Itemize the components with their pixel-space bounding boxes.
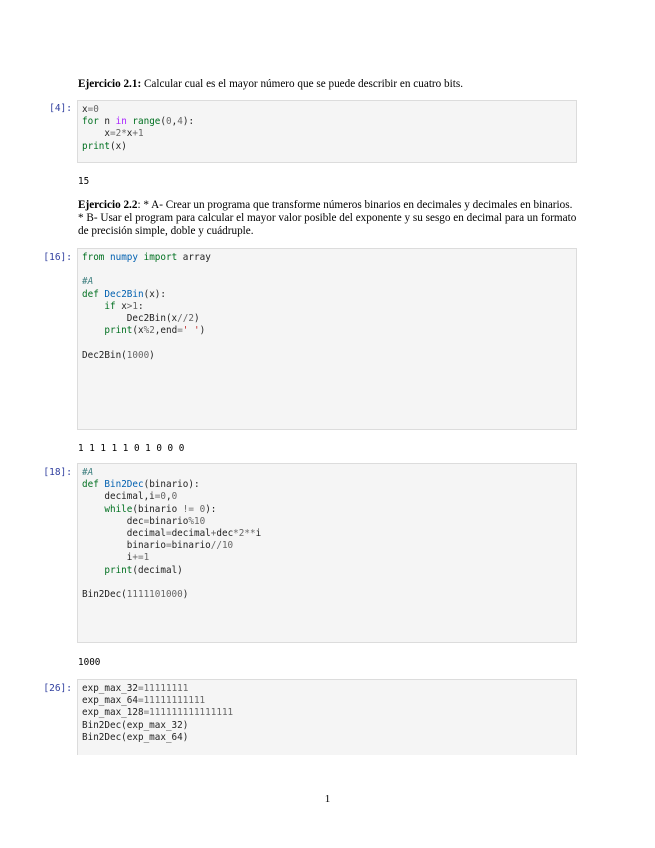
code-cell-16-source: from numpy import array #A def Dec2Bin(x): if x>1: Dec2Bin(x//2) print(x%2,end=' ') Dec2Bin(1000): [82, 252, 211, 361]
code-cell-18[interactable]: [77, 463, 577, 643]
code-cell-16[interactable]: [77, 248, 577, 430]
exercise-2-1-body: Calcular cual es el mayor número que se puede describir en cuatro bits.: [141, 78, 464, 90]
code-cell-26-source: exp_max_32=11111111 exp_max_64=11111111111 exp_max_128=111111111111111 Bin2Dec(exp_max_32) Bin2Dec(exp_max_64): [82, 683, 234, 743]
exercise-2-1-heading: Ejercicio 2.1:: [78, 78, 142, 90]
exercise-2-1-text: [78, 78, 578, 91]
cell-prompt-26: [26]:: [43, 683, 72, 694]
exercise-2-2-body: : * A- Crear un programa que transforme números binarios en decimales y decimales en binarios. * B- Usar el program para calcular el mayor valor posible del exponente y su sesgo en decimal para un formato de precisión simple, doble y cuádruple.: [78, 199, 577, 237]
code-cell-18-source: #A def Bin2Dec(binario): decimal,i=0,0 while(binario != 0): dec=binario%10 decimal=decimal+dec*2**i binario=binario//10 i+=1 print(decimal) Bin2Dec(1111101000): [82, 467, 262, 601]
exercise-2-2-heading: Ejercicio 2.2: [78, 199, 138, 211]
cell-prompt-18: [18]:: [43, 467, 72, 478]
code-cell-4[interactable]: [77, 100, 577, 163]
page-number: 1: [324, 793, 331, 805]
cell-output-16: 1 1 1 1 1 0 1 0 0 0: [78, 443, 185, 454]
cell-prompt-16: [16]:: [43, 252, 72, 263]
cell-output-18: 1000: [78, 657, 101, 668]
code-cell-4-source: x=0 for n in range(0,4): x=2*x+1 print(x): [82, 104, 195, 152]
cell-output-4: 15: [78, 176, 90, 187]
cell-prompt-4: [4]:: [49, 103, 72, 114]
exercise-2-2-text: [78, 199, 578, 238]
code-cell-26[interactable]: [77, 679, 577, 755]
